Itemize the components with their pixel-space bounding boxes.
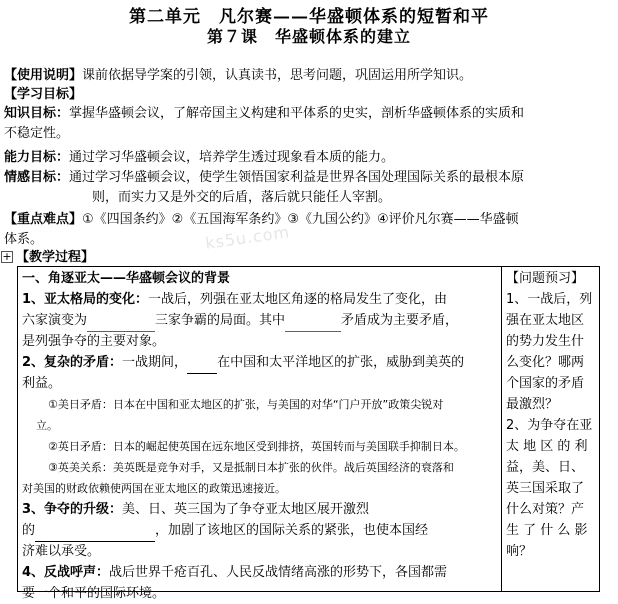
table-left-cell — [22, 268, 498, 604]
emotion-text-1: 通过学习华盛顿会议，使学生领悟国家利益是世界各国处理国际关系的最根本原 — [69, 170, 525, 185]
usage-label: 【使用说明】 — [4, 68, 83, 83]
preview-line: 强在亚太地区 — [506, 313, 585, 328]
table-right-cell — [506, 268, 598, 562]
preview-line: 么变化？哪两 — [506, 355, 585, 370]
section-title: 一、角逐亚太——华盛顿会议的背景 — [22, 271, 231, 286]
p4-line1 — [22, 562, 498, 583]
preview-line: 英三国采取了 — [506, 481, 585, 496]
usage-paragraph — [4, 66, 472, 85]
knowledge-text-1: 掌握华盛顿会议，了解帝国主义构建和平体系的史实，剖析华盛顿体系的实质和 — [69, 106, 525, 121]
p3-text: 美、日、英三国为了争夺亚太地区展开激烈 — [122, 502, 370, 517]
p4-label: 4、反战呼声： — [22, 565, 110, 580]
emotion-label: 情感目标： — [4, 170, 70, 185]
lesson-title: 第７课 华盛顿体系的建立 — [206, 27, 411, 46]
p1-line2-b: 三家争霸的局面。其中 — [155, 313, 286, 328]
knowledge-goal — [4, 104, 524, 123]
watermark: ks5u.com — [204, 222, 292, 253]
preview-questions — [506, 289, 598, 562]
blank-1[interactable] — [87, 310, 155, 332]
preview-line: 的势力发生什 — [506, 334, 585, 349]
p4-line2: 要一个和平的国际环境。 — [22, 586, 166, 601]
ability-label: 能力目标： — [4, 150, 70, 165]
key-text-2: 体系。 — [4, 232, 44, 247]
knowledge-label: 知识目标： — [4, 106, 70, 121]
p1-text-a: 一战后，列强在亚太地区角逐的格局发生了变化，由 — [148, 292, 448, 307]
preview-line: 1、一战后，列 — [506, 292, 593, 307]
p1-line2-a: 六家演变为 — [22, 313, 88, 328]
p1-line3: 是列强争夺的主要对象。 — [22, 334, 166, 349]
p2-line2: 利益。 — [22, 376, 62, 391]
preview-line: 个国家的矛盾 — [506, 376, 585, 391]
table-column-divider — [501, 266, 502, 592]
p3-line3: 济难以承受。 — [22, 544, 101, 559]
blank-3[interactable] — [187, 352, 217, 374]
preview-line: 益，美、日、 — [506, 460, 585, 475]
p1-line2-c: 矛盾成为主要矛盾， — [341, 313, 459, 328]
table-expand-handle[interactable]: + — [2, 250, 12, 263]
s3-line2: 对美国的财政依赖使两国在亚太地区的政策迅速接近。 — [22, 482, 286, 495]
knowledge-text-2: 不稳定性。 — [4, 126, 70, 141]
emotion-goal — [4, 168, 524, 187]
s3-line1: ③英美关系：美英既是竞争对手，又是抵制日本扩张的伙伴。战后英国经济的衰落和 — [48, 461, 454, 474]
p3-line2-a: 的 — [22, 523, 36, 538]
preview-line: 生 了 什 么 影 — [506, 523, 588, 538]
p1-line1 — [22, 289, 498, 310]
p4-text: 战后世界千疮百孔、人民反战情绪高涨的形势下，各国都需 — [109, 565, 448, 580]
blank-2[interactable] — [285, 310, 341, 332]
p2-text-a: 一战期间， — [122, 355, 188, 370]
p2-text-b: 在中国和太平洋地区的扩张，威胁到美英的 — [217, 355, 465, 370]
ability-text: 通过学习华盛顿会议，培养学生透过现象看本质的能力。 — [69, 150, 395, 165]
p2-label: 2、复杂的矛盾： — [22, 355, 123, 370]
key-label: 【重点难点】 — [4, 212, 83, 227]
preview-line: 最激烈？ — [506, 397, 559, 412]
preview-line: 响？ — [506, 544, 533, 559]
preview-line: 什么对策？产 — [506, 502, 585, 517]
preview-line: 2、为争夺在亚 — [506, 418, 593, 433]
p3-line1 — [22, 499, 498, 520]
p3-line2 — [22, 520, 498, 541]
blank-4[interactable] — [35, 520, 155, 542]
p3-label: 3、争夺的升级： — [22, 502, 123, 517]
ability-goal — [4, 148, 394, 167]
process-heading: 【教学过程】 — [16, 250, 95, 265]
usage-text: 课前依据导学案的引领，认真读书，思考问题，巩固运用所学知识。 — [82, 68, 473, 83]
s1-line1: ①美日矛盾：日本在中国和亚太地区的扩张，与美国的对华“门户开放”政策尖锐对 — [48, 398, 444, 411]
preview-title: 【问题预习】 — [506, 271, 585, 286]
p1-line2 — [22, 310, 498, 331]
p3-line2-b: ，加剧了该地区的国际关系的紧张，也使本国经 — [155, 523, 429, 538]
goals-heading: 【学习目标】 — [4, 87, 83, 102]
emotion-text-2: 则，而实力又是外交的后盾，落后就只能任人宰割。 — [92, 190, 392, 205]
key-text-1: ①《四国条约》②《五国海军条约》③《九国公约》④评价凡尔赛——华盛顿 — [82, 212, 519, 227]
p1-label: 1、亚太格局的变化： — [22, 292, 149, 307]
s1-line2: 立。 — [36, 419, 58, 432]
s2-line: ②英日矛盾：日本的崛起使英国在远东地区受到排挤，英国转而与美国联手抑制日本。 — [48, 440, 465, 453]
preview-line: 太 地 区 的 利 — [506, 439, 588, 454]
p2-line1 — [22, 352, 498, 373]
unit-title: 第二单元 凡尔赛——华盛顿体系的短暂和平 — [129, 7, 489, 27]
